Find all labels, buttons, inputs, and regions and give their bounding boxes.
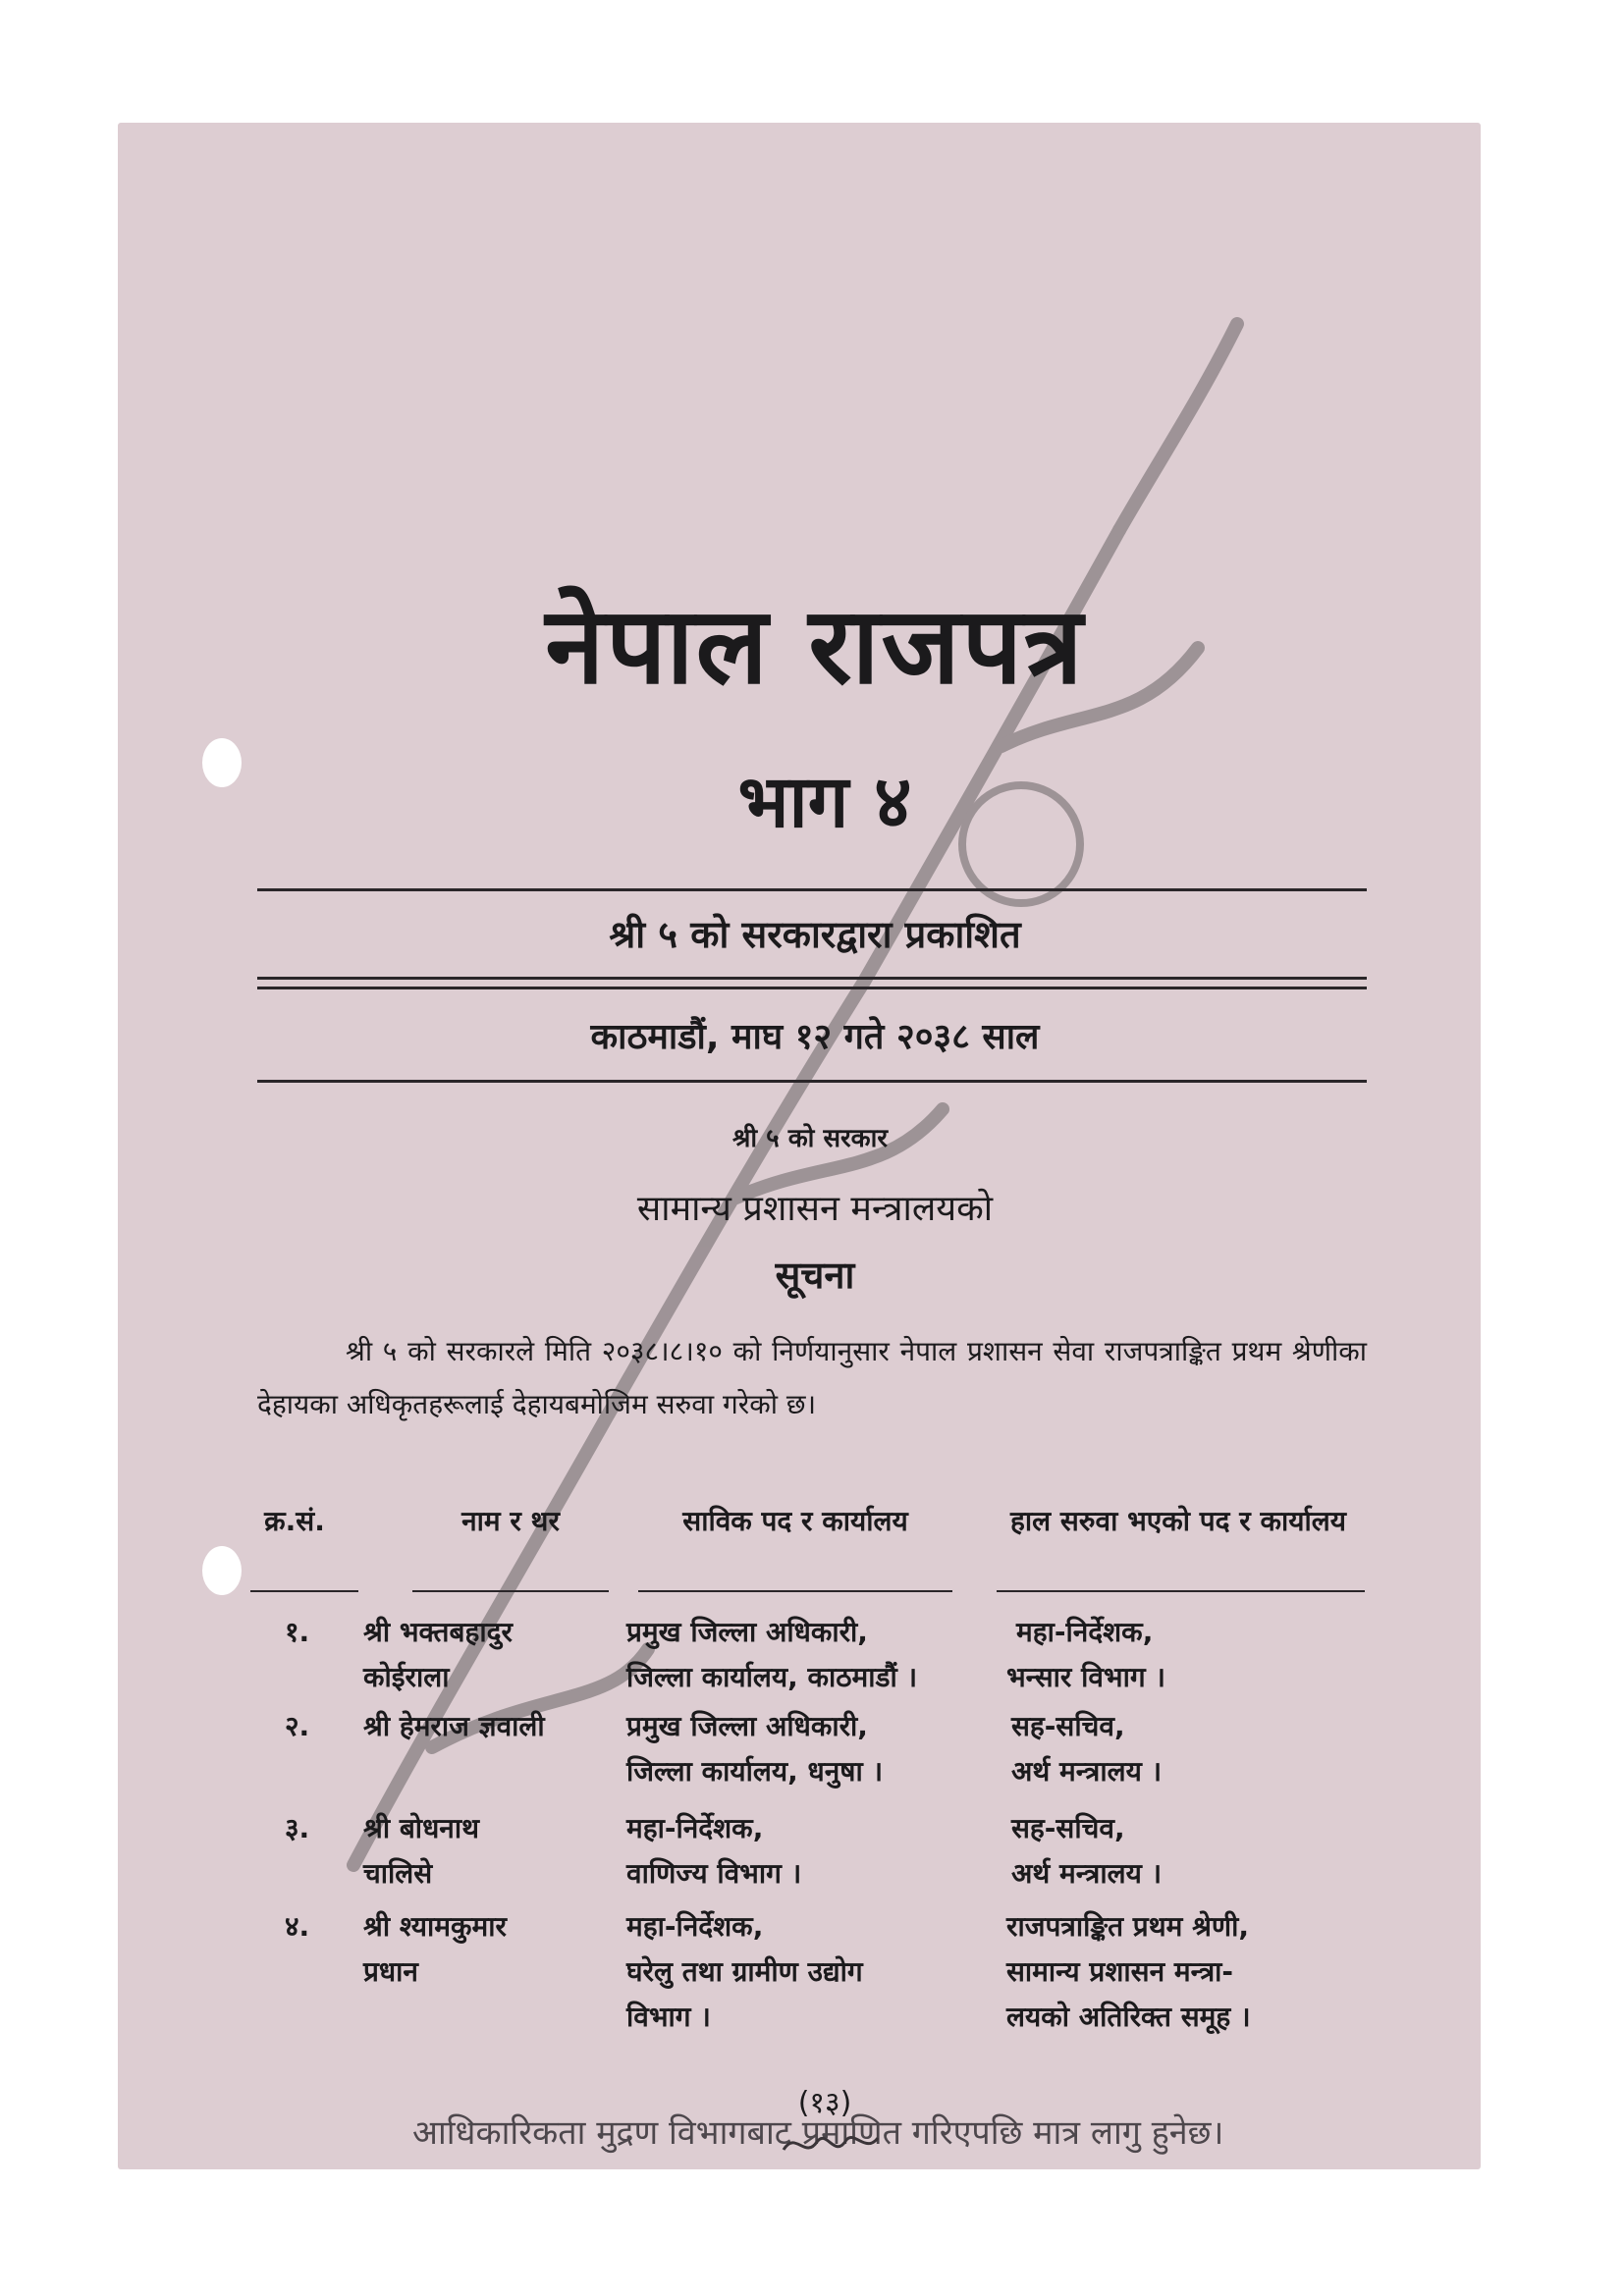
row-current-post: लयको अतिरिक्त समूह । (1006, 2001, 1251, 2033)
divider-line (257, 1080, 1367, 1083)
row-current-post: अर्थ मन्त्रालय । (1011, 1755, 1163, 1788)
row-serial: २. (285, 1710, 310, 1742)
header-underline (412, 1590, 609, 1592)
handwritten-initials (776, 2120, 884, 2169)
column-header-current-post: हाल सरुवा भएको पद र कार्यालय (1010, 1505, 1346, 1537)
row-previous-post: प्रमुख जिल्ला अधिकारी, (626, 1616, 868, 1648)
row-current-post: सह-सचिव, (1011, 1812, 1125, 1844)
row-serial: ४. (285, 1910, 310, 1943)
publisher-line: श्री ५ को सरकारद्वारा प्रकाशित (609, 913, 1021, 956)
row-current-post: भन्सार विभाग । (1006, 1661, 1165, 1693)
divider-line (257, 987, 1367, 989)
header-underline (250, 1590, 358, 1592)
row-serial: ३. (285, 1812, 310, 1844)
row-current-post: राजपत्राङ्कित प्रथम श्रेणी, (1006, 1910, 1250, 1943)
row-previous-post: महा-निर्देशक, (626, 1812, 764, 1844)
row-previous-post: महा-निर्देशक, (626, 1910, 764, 1943)
punch-hole (202, 1546, 242, 1595)
ministry-heading: सामान्य प्रशासन मन्त्रालयको (636, 1189, 994, 1229)
row-name: प्रधान (363, 1955, 418, 1988)
gazette-part-number: भाग ४ (737, 760, 912, 844)
row-previous-post: जिल्ला कार्यालय, धनुषा । (626, 1755, 884, 1788)
row-current-post: सह-सचिव, (1011, 1710, 1125, 1742)
page-number: (१३) (797, 2086, 852, 2120)
punch-hole (202, 738, 242, 787)
notice-body: श्री ५ को सरकारले मिति २०३८।८।१० को निर्णयानुसार नेपाल प्रशासन सेवा राजपत्राङ्कित प्रथम श्रेणीका देहायका अधिकृतहरूलाई देहायबमोजिम सरुवा गरेको छ। (257, 1335, 1367, 1420)
row-serial: १. (285, 1616, 310, 1648)
header-underline (638, 1590, 952, 1592)
government-heading: श्री ५ को सरकार (731, 1124, 889, 1153)
row-name: श्री हेमराज ज्ञवाली (363, 1710, 545, 1742)
row-name: श्री बोधनाथ (363, 1812, 479, 1844)
row-name: कोईराला (363, 1661, 450, 1693)
divider-line (257, 888, 1367, 891)
row-current-post: महा-निर्देशक, (1016, 1616, 1154, 1648)
column-header-name: नाम र थर (461, 1505, 560, 1537)
row-current-post: अर्थ मन्त्रालय । (1011, 1857, 1163, 1890)
row-previous-post: प्रमुख जिल्ला अधिकारी, (626, 1710, 868, 1742)
row-name: श्री श्यामकुमार (363, 1910, 507, 1943)
row-name: चालिसे (363, 1857, 433, 1890)
column-header-previous-post: साविक पद र कार्यालय (682, 1505, 908, 1537)
notice-title: सूचना (775, 1254, 855, 1297)
row-previous-post: विभाग । (626, 2001, 711, 2033)
divider-line (257, 977, 1367, 980)
footer-authentication-note: आधिकारिकता मुद्रण विभागबाट प्रमाणित गरिएपछि मात्र लागु हुनेछ। (412, 2113, 1224, 2153)
row-current-post: सामान्य प्रशासन मन्त्रा- (1006, 1955, 1234, 1988)
dateline: काठमाडौं, माघ १२ गते २०३८ साल (590, 1017, 1040, 1057)
gazette-masthead: नेपाल राजपत्र (545, 585, 1085, 708)
header-underline (997, 1590, 1365, 1592)
row-previous-post: वाणिज्य विभाग । (626, 1857, 802, 1890)
column-header-serial: क्र.सं. (264, 1505, 325, 1537)
row-previous-post: घरेलु तथा ग्रामीण उद्योग (626, 1955, 863, 1988)
row-previous-post: जिल्ला कार्यालय, काठमाडौं । (626, 1661, 918, 1693)
row-name: श्री भक्तबहादुर (363, 1616, 513, 1648)
